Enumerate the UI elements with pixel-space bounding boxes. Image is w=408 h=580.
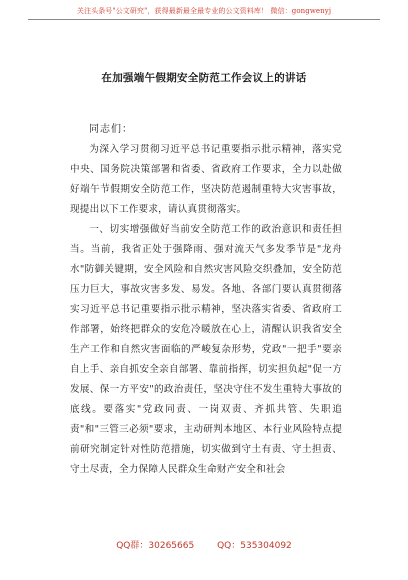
greeting: 同志们：	[89, 124, 133, 135]
header-promo-note: 关注头条号"公文研究"，获得最新最全最专业的公文资料库！ 微信：gongwenyj	[76, 7, 332, 15]
footer-contact	[0, 538, 408, 551]
paragraph-intro: 为深入学习贯彻习近平总书记重要指示批示精神，落实党中央、国务院决策部署和省委、省政府工作要求，全力以赴做好端午节假期安全防范工作，坚决防范遏制重特大灾害事故，现提出以下工作要求，请认真贯彻落实。	[70, 144, 342, 215]
footer-qq: QQ：535304092	[217, 541, 292, 551]
paragraph-section-one: 一、切实增强做好当前安全防范工作的政治意识和责任担当。当前，我省正处于强降雨、强对流天气多发季节是"龙舟水"防御关键期，安全风险和自然灾害风险交织叠加，安全防范压力巨大，事故灾害多发、易发。各地、各部门要认真贯彻落实习近平总书记重要指示批示精神，坚决落实省委、省政府工作部署，始终把群众的安危冷暖放在心上，清醒认识我省安全生产工作和自然灾害面临的严峻复杂形势，党政"一把手"要亲自上手、亲自抓安全亲自部署、靠前指挥，切实担负起"促一方发展、保一方平安"的政治责任，坚决守住不发生重特大事故的底线。要落实"党政同责、一岗双责、齐抓共管、失职追责"和"三管三必须"要求，主动研判本地区、本行业风险特点提前研究制定针对性防范措施，切实做到守土有责、守土担责、守土尽责，全力保障人民群众生命财产安全和社会	[70, 224, 342, 475]
document-body	[70, 140, 342, 480]
header-divider	[28, 19, 380, 20]
document-title: 在加强端午假期安全防范工作会议上的讲话	[101, 72, 307, 84]
footer-qq-group: QQ群：30265665	[116, 541, 195, 551]
